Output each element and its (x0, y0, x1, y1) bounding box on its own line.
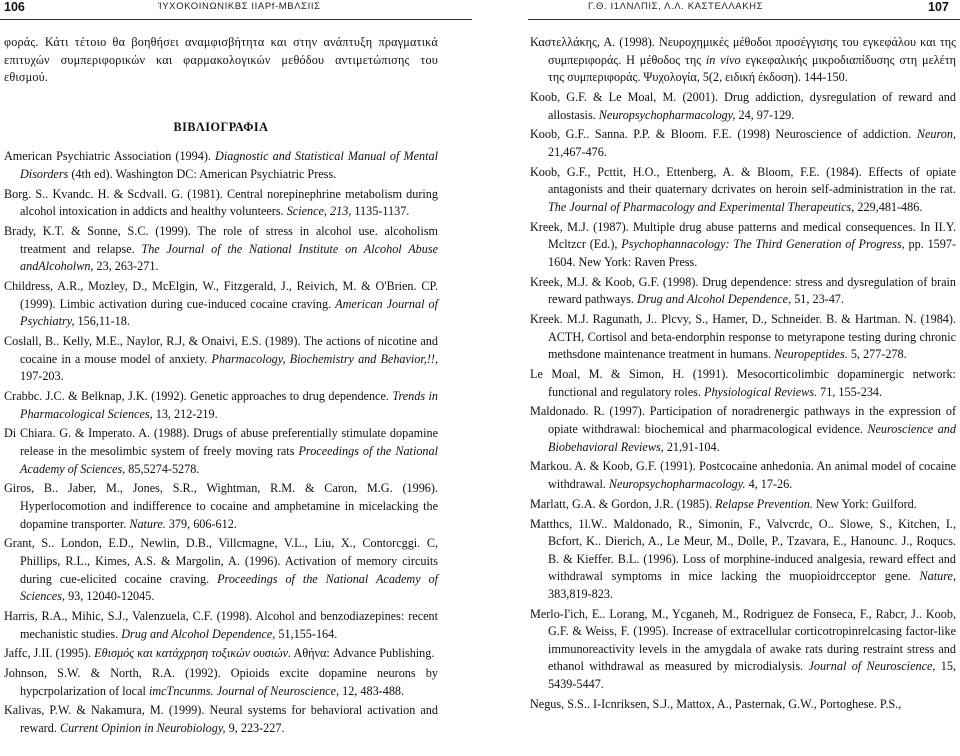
reference-text: Καστελλάκης, Α. (1998). Νευροχημικές μέθοδοι προσέγγισης του εγκεφάλου και της συμπεριφοράς. Η μέθοδος της (530, 35, 956, 67)
reference-entry (530, 606, 956, 694)
right-page-number: 107 (928, 0, 949, 14)
reference-text: 23, 263-271. (93, 259, 159, 274)
reference-entry (4, 608, 438, 643)
reference-text: American Psychiatric Association (1994). (4, 149, 216, 164)
header-rule-right (528, 19, 960, 20)
reference-source-title: Neuron, (916, 127, 956, 142)
reference-source-title: Diagnostic and Statistical Manual of Mental Disorders (20, 149, 438, 181)
reference-entry (4, 702, 438, 737)
reference-source-title: Physiological Reviews. (704, 384, 818, 399)
reference-text: 51,155-164. (275, 626, 338, 641)
reference-source-title: Psychophannacology: The Third Generation of Progress, (621, 237, 905, 252)
reference-source-title: Proceedings of the National Academy of Sciences, (20, 571, 439, 604)
reference-text: Koob, G.F., Pcttit, H.O., Ettenberg, A. & Bloom, F.E. (1984). Effects of opiate antagonists and their quaternary dcrivates on heroin self-administration in the rat. (530, 164, 956, 197)
reference-text: 197-203. (20, 369, 64, 384)
reference-entry (530, 89, 956, 124)
reference-entry (4, 186, 438, 221)
reference-source-title: Drug and Alcohol Dependence, (637, 292, 792, 307)
reference-text: Johnson, S.W. & North, R.A. (1992). Opioids excite dopamine neurons by hypcrpolarization of local (4, 666, 438, 698)
intro-paragraph: φοράς. Κάτι τέτοιο θα βοηθήσει αναμφισβήτητα και στην ανάπτυξη πραγματικά επιτυχών συμπεριφορικών και φαρμακολογικών μεθόδου αντιμετώπισης του εθισμού. (4, 35, 438, 85)
reference-entry (530, 219, 956, 272)
reference-entry (4, 333, 438, 386)
reference-text: 85,5274-5278. (125, 461, 200, 476)
reference-text: 9, 223-227. (225, 721, 285, 736)
reference-text: Grant, S.. London, E.D., Newlin, D.B., Villcmagne, V.L., Liu, X., Contorcggi. C, Phillips, R.L., Kimes, A.S. & Margolin, A. (1996). Activation of memory circuits during cue-elicited cocaine craving. (4, 536, 438, 586)
reference-text: Coslall, B.. Kelly, M.E., Naylor, R.J, & Onaivi, E.S. (1989). The actions of nicotine and cocaine in a mouse model of anxiety. (4, 334, 438, 366)
reference-entry (530, 458, 956, 493)
reference-source-title: Neuropeptides. (774, 347, 848, 362)
reference-entry (4, 480, 438, 533)
reference-source-title: in vivo (705, 52, 741, 67)
reference-text: 15, 5439-5447. (548, 659, 957, 692)
reference-entry (530, 403, 956, 456)
reference-source-title: Neuropsychopharmacology, (598, 107, 736, 122)
left-column (4, 34, 438, 740)
reference-entry (4, 278, 438, 331)
reference-source-title: Neuroscience and Biobehavioral Reviews, (548, 421, 956, 454)
reference-text: Kreek. M.J. Ragunath, J.. Plcvy, S., Hamer, D., Schneider. B. & Hartman. N. (1984). ACTH, Cortisol and beta-endorphin response to metyrapone testing during chronic methsdone maintenance treatment in humans. (530, 312, 956, 362)
reference-text: Di Chiara. G. & Imperato. A. (1988). Drugs of abuse preferentially stimulate dopamine release in the mesolimbic system of freely moving rats (4, 426, 438, 458)
left-running-title: ΊΥΧΟΚΟΙΝΩΝΙΚΒΣ ΙΙΑΡf-ΜΒΛΣΙΙΣ (158, 1, 321, 12)
reference-text: 24, 97-129. (735, 107, 795, 122)
reference-text: Αθήνα: Advance Publishing. (291, 646, 435, 661)
reference-entry (530, 366, 956, 401)
reference-text: Jaffc, J.II. (1995). (4, 646, 95, 661)
reference-text: Negus, S.S.. I-Icnriksen, S.J., Mattox, A., Pasternak, G.W., Portoghese. P.S., (530, 696, 902, 711)
running-header (0, 0, 960, 20)
reference-source-title: Trends in Pharmacological Sciences, (20, 389, 438, 421)
reference-text: 379, 606-612. (165, 516, 237, 531)
reference-text: 21,91-104. (663, 439, 720, 454)
reference-entry (4, 665, 438, 700)
reference-text: Koob, G.F.. Sanna. P.P. & Bloom. F.E. (1998) Neuroscience of addiction. (530, 127, 917, 142)
reference-text: Markou. A. & Koob, G.F. (1991). Postcocaine anhedonia. An animal model of cocaine withdrawal. (530, 459, 956, 491)
reference-text: Kreek, M.J. (1987). Multiple drug abuse patterns and medical consequences. In II.Y. Mcltzcr (Ed.), (530, 219, 956, 252)
reference-entry (4, 148, 438, 183)
reference-text: Childress, A.R., Mozley, D., McElgin, W., Fitzgerald, J., Reivich, M. & O'Brien. CP. (1999). Limbic activation during cue-induced cocaine craving. (4, 279, 438, 311)
reference-text: Maldonado. R. (1997). Participation of noradrenergic pathways in the expression of opiate withdrawal: biochemical and pharmacological evidence. (530, 404, 956, 436)
reference-text: 383,819-823. (548, 586, 613, 601)
reference-entry (4, 388, 438, 423)
reference-source-title: American Journal of Psychiatry, (20, 296, 439, 329)
header-rule-left (0, 19, 472, 20)
reference-text: (4th ed). Washington DC: American Psychiatric Press. (68, 166, 337, 181)
reference-text: Le Moal, M. & Simon, H. (1991). Mesocorticolimbic dopaminergic network: functional and regulatory roles. (530, 367, 956, 399)
reference-source-title: The Journal of Pharmacology and Experimental Therapeutics, (548, 199, 855, 214)
reference-source-title: The Journal of the National Institute on Alcohol Abuse andAlcoholwn, (20, 241, 439, 274)
right-running-title: Γ.Θ. Ι1ΛΝΛΠΙΣ, Λ.Λ. ΚΑΣΤΕΛΛΑΚΗΣ (588, 1, 764, 12)
reference-entry (530, 126, 956, 161)
reference-source-title: Journal of Neuroscience, (808, 659, 936, 674)
reference-entry (530, 34, 956, 87)
reference-text: Kalivas, P.W. & Nakamura, M. (1999). Neural systems for behavioral activation and reward. (4, 703, 438, 736)
reference-entry (530, 311, 956, 364)
reference-list-left (4, 148, 438, 737)
reference-text: Borg. S.. Kvandc. H. & Scdvall. G. (1981). Central norepinephrine metabolism during alcohol intoxication in addicts and healthy volunteers. (4, 186, 438, 219)
reference-source-title: imcTncunms. Journal of Neuroscience, (148, 683, 340, 698)
reference-source-title: Εθισμός και κατάχρηση τοξικών ουσιών. (94, 646, 292, 661)
reference-text: 51, 23-47. (791, 292, 844, 307)
reference-text: 4, 17-26. (745, 476, 793, 491)
reference-text: New York: Guilford. (812, 496, 917, 511)
reference-text: 12, 483-488. (339, 683, 405, 698)
reference-entry (4, 535, 438, 605)
reference-text: Marlatt, G.A. & Gordon, J.R. (1985). (530, 496, 716, 511)
reference-text: Kreek, M.J. & Koob, G.F. (1998). Drug dependence: stress and dysregulation of brain reward pathways. (530, 274, 956, 307)
reference-source-title: Nature, (919, 569, 956, 584)
reference-source-title: Proceedings of the National Academy of Sciences, (20, 444, 438, 476)
right-column (530, 34, 956, 716)
reference-text: Crabbc. J.C. & Belknap, J.K. (1992). Genetic approaches to drug dependence. (4, 389, 393, 404)
reference-text: Merlo-I'ich, E.. Lorang, M., Ycganeh, M., Rodriguez de Fonseca, F., Rabcr, J.. Koob, G.F. & Weiss, F. (1995). Increase of extracellular corticotropinrelcasing factor-like immunoreactivity levels in the amygdala of awake rats during restraint stress and ethanol withdrawal as measured by microdialysis. (530, 606, 956, 674)
reference-source-title: Drug and Alcohol Dependence, (121, 626, 276, 641)
reference-text: 71, 155-234. (817, 384, 883, 399)
reference-source-title: Science, 213, (286, 204, 352, 219)
reference-text: 21,467-476. (548, 144, 607, 159)
reference-entry (4, 425, 438, 478)
reference-source-title: Current Opinion in Neurobiology, (59, 721, 226, 736)
reference-text: 5, 277-278. (847, 347, 907, 362)
reference-text: 156,11-18. (74, 314, 130, 329)
reference-text: εγκεφαλικής μικροδιαπίδυσης στη μελέτη της συμπεριφοράς. Ψυχολογία, 5(2, ειδική έκδοση). 144-150. (548, 52, 956, 85)
reference-entry (530, 496, 956, 514)
reference-text: Giros, B.. Jaber, M., Jones, S.R., Wightman, R.M. & Caron, M.G. (1996). Hyperlocomotion and indifference to cocaine and amphetamine in micelacking the dopamine transporter. (4, 481, 438, 531)
reference-text: 229,481-486. (854, 199, 923, 214)
reference-text: 13, 212-219. (152, 406, 218, 421)
reference-source-title: Neuropsychopharmacology. (608, 476, 746, 491)
reference-text: Brady, K.T. & Sonne, S.C. (1999). The role of stress in alcohol use. alcoholism treatment and relapse. (4, 224, 438, 256)
reference-text: Harris, R.A., Mihic, S.J., Valenzuela, C.F. (1998). Alcohol and benzodiazepines: recent mechanistic studies. (4, 608, 438, 641)
reference-entry (4, 223, 438, 276)
reference-text: Koob, G.F. & Le Moal, M. (2001). Drug addiction, dysregulation of reward and allostasis. (530, 89, 956, 122)
reference-entry (530, 164, 956, 217)
reference-entry (530, 274, 956, 309)
reference-entry (530, 516, 956, 604)
reference-entry (530, 696, 956, 714)
reference-source-title: Pharmacology, Biochemistry and Behavior,!!, (211, 351, 438, 366)
left-page-number: 106 (4, 0, 25, 14)
reference-list-right (530, 34, 956, 713)
reference-text: Matthcs, 1l.W.. Maldonado, R., Simonin, F., Valvcrdc, O.. Slowe, S., Kitchen, I., Bcfort, K.. Dierich, A., Le Meur, M., Dolle, P., Tzavara, E., Hanounc. J., Roqucs. B. & Kieffer. B.L. (1996). Loss of morphine-induced analgesia, reward effect and withdrawal symptoms in mice lacking the muopioidrcceptor gene. (530, 516, 956, 584)
reference-entry (4, 645, 438, 663)
reference-source-title: Relapse Prevention. (715, 496, 813, 511)
reference-source-title: Nature. (129, 516, 166, 531)
reference-text: pp. 1597-1604. New York: Raven Press. (548, 237, 957, 269)
reference-text: 93, 12040-12045. (65, 589, 155, 604)
section-title: ΒΙΒΛΙΟΓΡΑΦΙΑ (173, 119, 269, 134)
reference-text: 1135-1137. (351, 204, 410, 219)
